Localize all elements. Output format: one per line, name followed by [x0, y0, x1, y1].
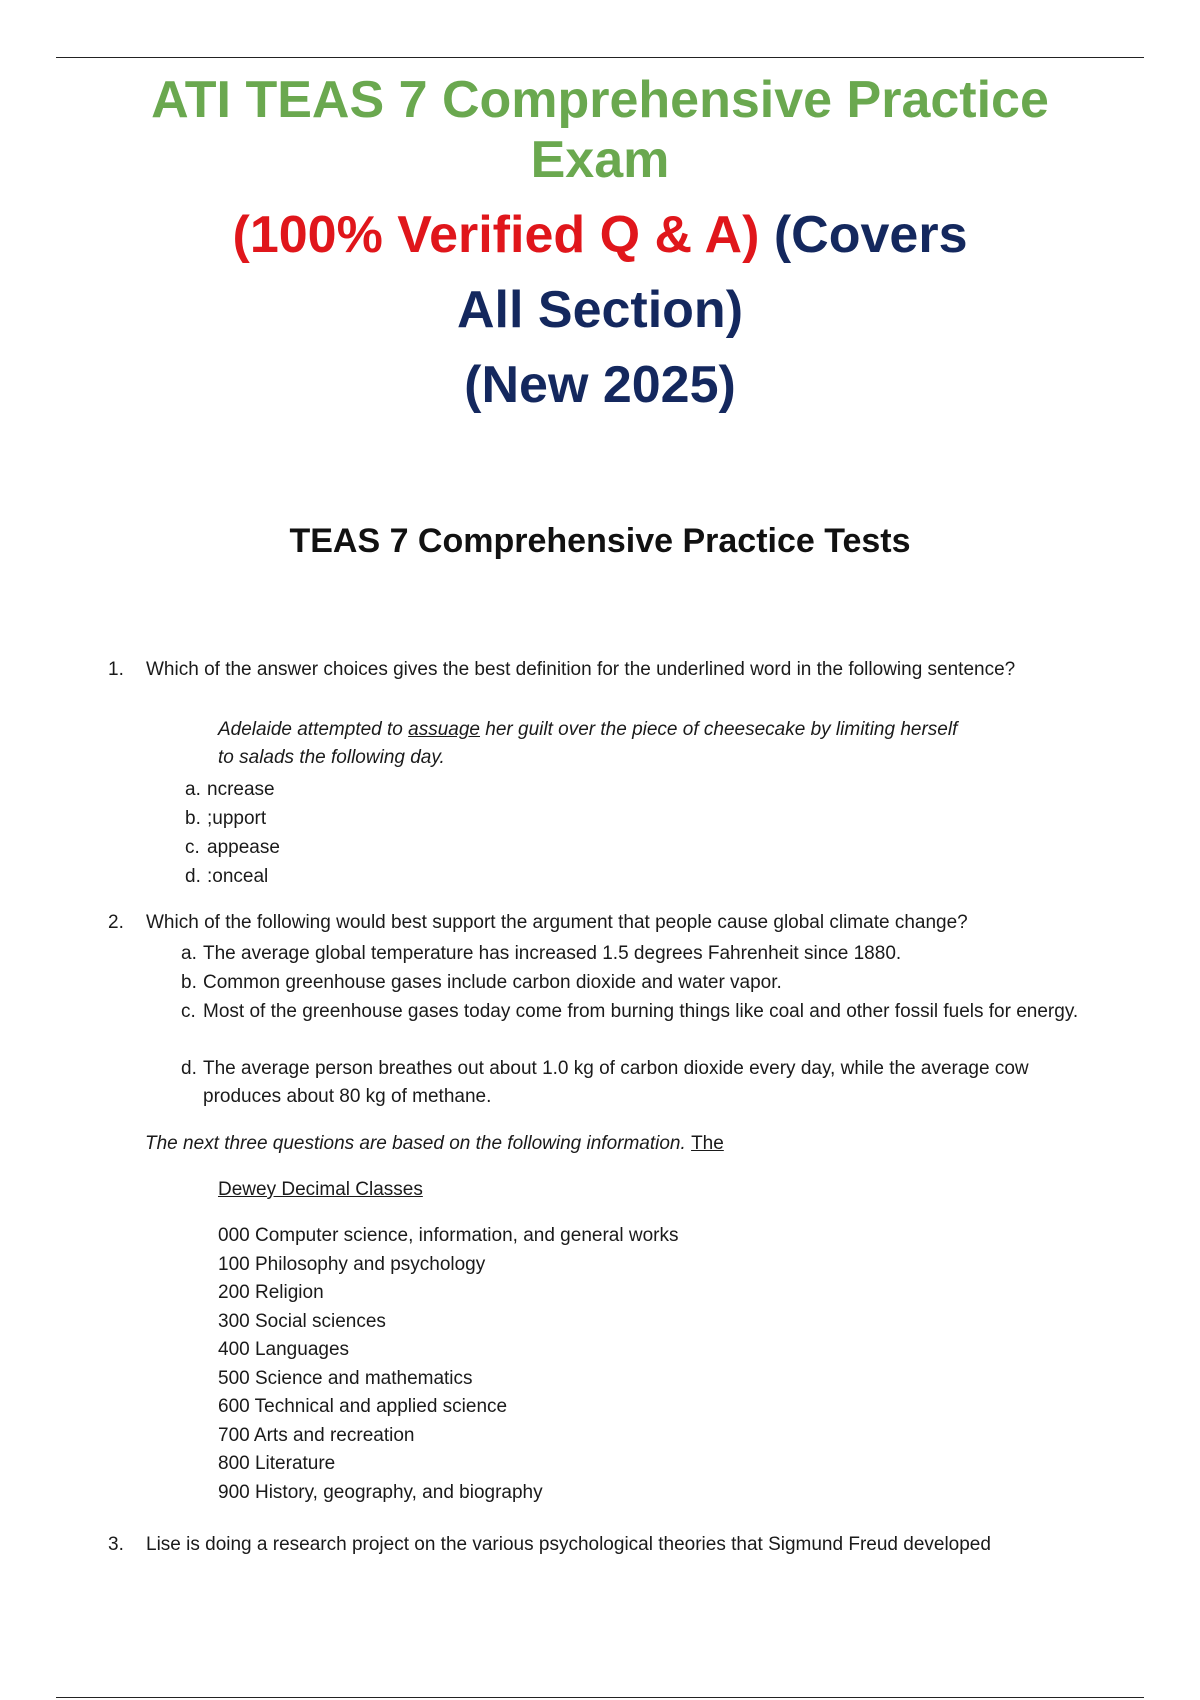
q2-option-b-letter: b. — [181, 972, 197, 993]
q2-option-b-text: Common greenhouse gases include carbon dioxide and water vapor. — [203, 972, 782, 993]
title-line-3 — [0, 205, 1200, 265]
passage-underlined-word: assuage — [408, 719, 480, 740]
q2-option-d-text: The average person breathes out about 1.0 kg of carbon dioxide every day, while the average cow produces about 80 kg of methane. — [203, 1058, 1029, 1107]
q1-option-a-letter: a. — [185, 779, 201, 800]
dewey-item: 900 History, geography, and biography — [218, 1481, 543, 1503]
q1-option-b-text: ;upport — [207, 808, 267, 829]
question-1-passage — [218, 716, 978, 772]
question-3-text: Lise is doing a research project on the various psychological theories that Sigmund Freud developed — [146, 1534, 991, 1555]
dewey-item: 200 Religion — [218, 1282, 324, 1303]
dewey-item: 100 Philosophy and psychology — [218, 1253, 486, 1275]
q2-option-c-letter: c. — [181, 1001, 196, 1022]
q1-option-d — [185, 863, 268, 891]
q2-option-a — [181, 940, 1061, 968]
passage-after: her guilt over the piece of cheesecake by limiting herself to salads the following day. — [218, 719, 958, 768]
info-note-tail: The — [691, 1133, 724, 1154]
title-block — [0, 70, 1200, 190]
q1-option-b — [185, 805, 266, 833]
question-2-text: Which of the following would best support the argument that people cause global climate change? — [146, 912, 968, 933]
q2-option-b — [181, 969, 1061, 997]
title-line-5: (New 2025) — [464, 356, 736, 414]
title-line-4: All Section) — [456, 281, 744, 339]
dewey-item: 600 Technical and applied science — [218, 1396, 508, 1417]
dewey-item: 000 Computer science, information, and general works — [218, 1225, 679, 1246]
dewey-title: Dewey Decimal Classes — [218, 1179, 423, 1200]
question-1-number: 1. — [108, 659, 124, 680]
question-1-text: Which of the answer choices gives the best definition for the underlined word in the following sentence? — [146, 659, 1016, 680]
dewey-item: 300 Social sciences — [218, 1310, 386, 1332]
title-verified: (100% Verified Q & A) — [232, 206, 760, 264]
question-2-number: 2. — [108, 912, 124, 933]
dewey-item: 500 Science and mathematics — [218, 1367, 473, 1389]
dewey-item: 400 Languages — [218, 1339, 350, 1360]
q2-option-c — [181, 998, 1083, 1026]
bottom-rule — [56, 1697, 1144, 1698]
q2-option-c-text: Most of the greenhouse gases today come from burning things like coal and other fossil fuels for energy. — [203, 1001, 1079, 1022]
q1-option-c-text: appease — [207, 837, 280, 858]
q2-option-d — [181, 1055, 1063, 1111]
q2-option-d-letter: d. — [181, 1058, 197, 1079]
q1-option-d-text: :onceal — [207, 866, 269, 887]
question-3 — [108, 1531, 1068, 1559]
dewey-list — [218, 1222, 678, 1507]
title-line-2: Exam — [530, 131, 670, 189]
q1-option-c — [185, 834, 280, 862]
top-rule — [56, 57, 1144, 58]
info-note — [145, 1130, 724, 1158]
title-covers: (Covers — [773, 206, 968, 264]
q1-option-c-letter: c. — [185, 837, 200, 858]
q2-option-a-text: The average global temperature has increased 1.5 degrees Fahrenheit since 1880. — [203, 943, 902, 964]
title-line-1: ATI TEAS 7 Comprehensive Practice — [151, 71, 1049, 129]
dewey-item: 700 Arts and recreation — [218, 1424, 415, 1446]
question-3-number: 3. — [108, 1534, 124, 1555]
q1-option-b-letter: b. — [185, 808, 201, 829]
q2-option-a-letter: a. — [181, 943, 197, 964]
question-1 — [108, 656, 1068, 684]
q1-option-a — [185, 776, 275, 804]
section-heading: TEAS 7 Comprehensive Practice Tests — [289, 522, 911, 560]
passage-before: Adelaide attempted to — [218, 719, 409, 740]
dewey-item: 800 Literature — [218, 1453, 336, 1474]
q1-option-d-letter: d. — [185, 866, 201, 887]
info-note-text: The next three questions are based on the following information. — [145, 1133, 686, 1154]
q1-option-a-text: ncrease — [207, 779, 275, 800]
question-2 — [108, 909, 1068, 937]
